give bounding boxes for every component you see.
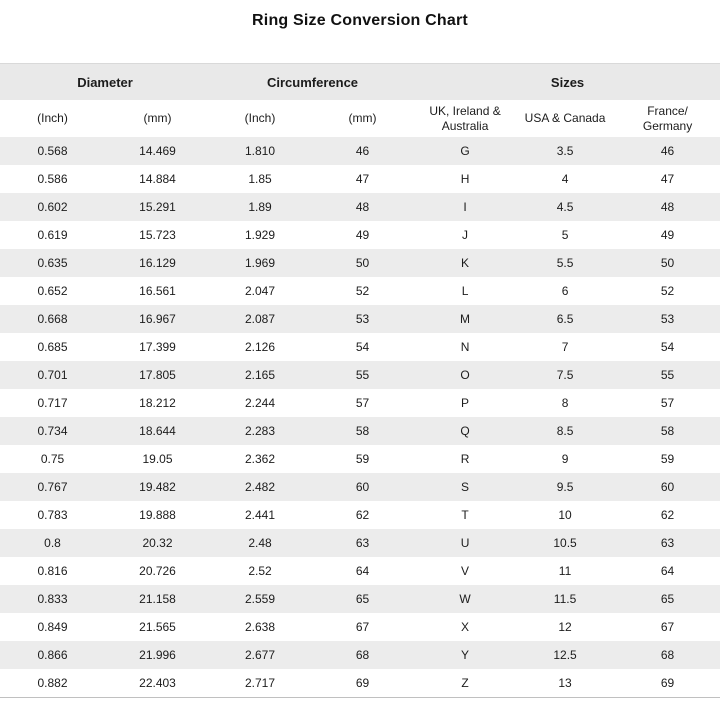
column-header-circumference-mm: (mm)	[310, 100, 415, 137]
cell-size-uk: O	[415, 361, 515, 389]
cell-size-france: 57	[615, 389, 720, 417]
cell-circumference-mm: 63	[310, 529, 415, 557]
column-header-france-germany: France/ Germany	[615, 100, 720, 137]
cell-circumference-inch: 2.717	[210, 669, 310, 698]
cell-size-usa: 13	[515, 669, 615, 698]
cell-size-france: 58	[615, 417, 720, 445]
cell-size-uk: X	[415, 613, 515, 641]
cell-circumference-inch: 1.85	[210, 165, 310, 193]
cell-diameter-inch: 0.635	[0, 249, 105, 277]
cell-size-usa: 4	[515, 165, 615, 193]
cell-size-uk: U	[415, 529, 515, 557]
cell-circumference-inch: 2.559	[210, 585, 310, 613]
cell-diameter-mm: 14.469	[105, 137, 210, 165]
cell-circumference-inch: 2.126	[210, 333, 310, 361]
cell-diameter-inch: 0.717	[0, 389, 105, 417]
cell-diameter-mm: 22.403	[105, 669, 210, 698]
cell-size-uk: Z	[415, 669, 515, 698]
cell-circumference-inch: 2.638	[210, 613, 310, 641]
table-header	[0, 64, 720, 138]
table-row	[0, 193, 720, 221]
cell-diameter-inch: 0.75	[0, 445, 105, 473]
cell-size-usa: 10.5	[515, 529, 615, 557]
cell-size-france: 60	[615, 473, 720, 501]
group-header-circumference: Circumference	[210, 64, 415, 101]
table-row	[0, 585, 720, 613]
cell-circumference-mm: 67	[310, 613, 415, 641]
cell-size-usa: 8.5	[515, 417, 615, 445]
cell-circumference-inch: 1.969	[210, 249, 310, 277]
cell-circumference-mm: 57	[310, 389, 415, 417]
cell-diameter-inch: 0.866	[0, 641, 105, 669]
table-row	[0, 249, 720, 277]
cell-diameter-inch: 0.734	[0, 417, 105, 445]
cell-size-france: 69	[615, 669, 720, 698]
cell-diameter-mm: 19.482	[105, 473, 210, 501]
cell-size-uk: I	[415, 193, 515, 221]
cell-size-usa: 7.5	[515, 361, 615, 389]
cell-circumference-mm: 47	[310, 165, 415, 193]
table-row	[0, 221, 720, 249]
cell-diameter-mm: 21.565	[105, 613, 210, 641]
cell-size-usa: 12	[515, 613, 615, 641]
cell-size-usa: 9.5	[515, 473, 615, 501]
cell-size-france: 68	[615, 641, 720, 669]
cell-size-usa: 4.5	[515, 193, 615, 221]
cell-size-usa: 10	[515, 501, 615, 529]
cell-diameter-mm: 16.561	[105, 277, 210, 305]
cell-size-uk: N	[415, 333, 515, 361]
cell-size-uk: H	[415, 165, 515, 193]
cell-circumference-mm: 52	[310, 277, 415, 305]
cell-diameter-mm: 18.212	[105, 389, 210, 417]
cell-size-usa: 6	[515, 277, 615, 305]
cell-size-uk: V	[415, 557, 515, 585]
cell-size-uk: M	[415, 305, 515, 333]
cell-diameter-inch: 0.568	[0, 137, 105, 165]
cell-diameter-mm: 21.996	[105, 641, 210, 669]
cell-size-uk: S	[415, 473, 515, 501]
cell-diameter-inch: 0.783	[0, 501, 105, 529]
cell-size-uk: L	[415, 277, 515, 305]
group-header-row	[0, 64, 720, 101]
cell-size-uk: J	[415, 221, 515, 249]
cell-circumference-inch: 2.677	[210, 641, 310, 669]
cell-size-france: 48	[615, 193, 720, 221]
cell-size-usa: 9	[515, 445, 615, 473]
table-row	[0, 445, 720, 473]
cell-size-france: 52	[615, 277, 720, 305]
cell-circumference-mm: 49	[310, 221, 415, 249]
ring-size-conversion-table	[0, 63, 720, 698]
column-header-row	[0, 100, 720, 137]
cell-diameter-inch: 0.701	[0, 361, 105, 389]
cell-diameter-mm: 17.399	[105, 333, 210, 361]
table-row	[0, 305, 720, 333]
cell-circumference-mm: 60	[310, 473, 415, 501]
cell-circumference-mm: 59	[310, 445, 415, 473]
table-row	[0, 137, 720, 165]
cell-size-usa: 12.5	[515, 641, 615, 669]
table-row	[0, 473, 720, 501]
cell-size-usa: 8	[515, 389, 615, 417]
column-header-uk-ireland-australia: UK, Ireland & Australia	[415, 100, 515, 137]
cell-circumference-inch: 2.244	[210, 389, 310, 417]
cell-size-usa: 5.5	[515, 249, 615, 277]
table-row	[0, 361, 720, 389]
cell-circumference-inch: 2.441	[210, 501, 310, 529]
cell-diameter-inch: 0.685	[0, 333, 105, 361]
cell-circumference-mm: 55	[310, 361, 415, 389]
cell-size-france: 47	[615, 165, 720, 193]
cell-circumference-mm: 69	[310, 669, 415, 698]
cell-size-usa: 3.5	[515, 137, 615, 165]
cell-size-uk: R	[415, 445, 515, 473]
cell-size-uk: K	[415, 249, 515, 277]
cell-size-uk: T	[415, 501, 515, 529]
cell-circumference-mm: 54	[310, 333, 415, 361]
cell-size-france: 67	[615, 613, 720, 641]
cell-size-usa: 7	[515, 333, 615, 361]
cell-circumference-inch: 2.165	[210, 361, 310, 389]
cell-size-usa: 5	[515, 221, 615, 249]
cell-size-usa: 6.5	[515, 305, 615, 333]
cell-diameter-mm: 15.291	[105, 193, 210, 221]
cell-size-france: 64	[615, 557, 720, 585]
cell-circumference-inch: 1.929	[210, 221, 310, 249]
cell-diameter-mm: 21.158	[105, 585, 210, 613]
cell-diameter-inch: 0.652	[0, 277, 105, 305]
cell-size-france: 54	[615, 333, 720, 361]
cell-diameter-mm: 14.884	[105, 165, 210, 193]
cell-diameter-mm: 19.05	[105, 445, 210, 473]
cell-size-usa: 11	[515, 557, 615, 585]
cell-size-france: 65	[615, 585, 720, 613]
cell-diameter-inch: 0.668	[0, 305, 105, 333]
cell-size-uk: G	[415, 137, 515, 165]
group-header-diameter: Diameter	[0, 64, 210, 101]
cell-circumference-inch: 2.48	[210, 529, 310, 557]
cell-circumference-mm: 64	[310, 557, 415, 585]
cell-circumference-mm: 62	[310, 501, 415, 529]
table-row	[0, 333, 720, 361]
cell-circumference-mm: 48	[310, 193, 415, 221]
cell-circumference-mm: 65	[310, 585, 415, 613]
cell-diameter-inch: 0.816	[0, 557, 105, 585]
cell-circumference-inch: 1.89	[210, 193, 310, 221]
column-header-usa-canada: USA & Canada	[515, 100, 615, 137]
cell-diameter-inch: 0.882	[0, 669, 105, 698]
cell-diameter-mm: 20.726	[105, 557, 210, 585]
cell-diameter-inch: 0.586	[0, 165, 105, 193]
cell-size-uk: P	[415, 389, 515, 417]
page-title: Ring Size Conversion Chart	[252, 12, 468, 29]
column-header-circumference-inch: (Inch)	[210, 100, 310, 137]
cell-circumference-mm: 58	[310, 417, 415, 445]
table-row	[0, 557, 720, 585]
cell-diameter-inch: 0.849	[0, 613, 105, 641]
cell-diameter-mm: 16.129	[105, 249, 210, 277]
cell-size-uk: W	[415, 585, 515, 613]
table-body	[0, 137, 720, 698]
table-row	[0, 641, 720, 669]
cell-circumference-inch: 2.52	[210, 557, 310, 585]
cell-size-france: 53	[615, 305, 720, 333]
cell-diameter-mm: 20.32	[105, 529, 210, 557]
table-row	[0, 613, 720, 641]
group-header-sizes: Sizes	[415, 64, 720, 101]
cell-diameter-mm: 17.805	[105, 361, 210, 389]
cell-diameter-mm: 18.644	[105, 417, 210, 445]
cell-size-france: 59	[615, 445, 720, 473]
table-row	[0, 669, 720, 698]
cell-circumference-mm: 53	[310, 305, 415, 333]
cell-diameter-inch: 0.833	[0, 585, 105, 613]
table-row	[0, 277, 720, 305]
cell-circumference-inch: 2.283	[210, 417, 310, 445]
cell-circumference-mm: 68	[310, 641, 415, 669]
table-row	[0, 417, 720, 445]
cell-size-usa: 11.5	[515, 585, 615, 613]
cell-circumference-mm: 46	[310, 137, 415, 165]
cell-size-france: 50	[615, 249, 720, 277]
cell-circumference-inch: 2.362	[210, 445, 310, 473]
cell-size-france: 63	[615, 529, 720, 557]
table-row	[0, 165, 720, 193]
cell-diameter-inch: 0.619	[0, 221, 105, 249]
cell-diameter-mm: 16.967	[105, 305, 210, 333]
cell-diameter-mm: 15.723	[105, 221, 210, 249]
table-row	[0, 529, 720, 557]
cell-diameter-inch: 0.767	[0, 473, 105, 501]
cell-size-uk: Y	[415, 641, 515, 669]
cell-size-france: 46	[615, 137, 720, 165]
cell-diameter-inch: 0.602	[0, 193, 105, 221]
cell-circumference-inch: 2.482	[210, 473, 310, 501]
cell-circumference-inch: 2.047	[210, 277, 310, 305]
table-row	[0, 501, 720, 529]
cell-circumference-inch: 2.087	[210, 305, 310, 333]
cell-circumference-mm: 50	[310, 249, 415, 277]
cell-size-france: 55	[615, 361, 720, 389]
cell-circumference-inch: 1.810	[210, 137, 310, 165]
cell-size-france: 49	[615, 221, 720, 249]
cell-diameter-inch: 0.8	[0, 529, 105, 557]
column-header-diameter-mm: (mm)	[105, 100, 210, 137]
cell-size-uk: Q	[415, 417, 515, 445]
cell-size-france: 62	[615, 501, 720, 529]
cell-diameter-mm: 19.888	[105, 501, 210, 529]
table-row	[0, 389, 720, 417]
column-header-diameter-inch: (Inch)	[0, 100, 105, 137]
